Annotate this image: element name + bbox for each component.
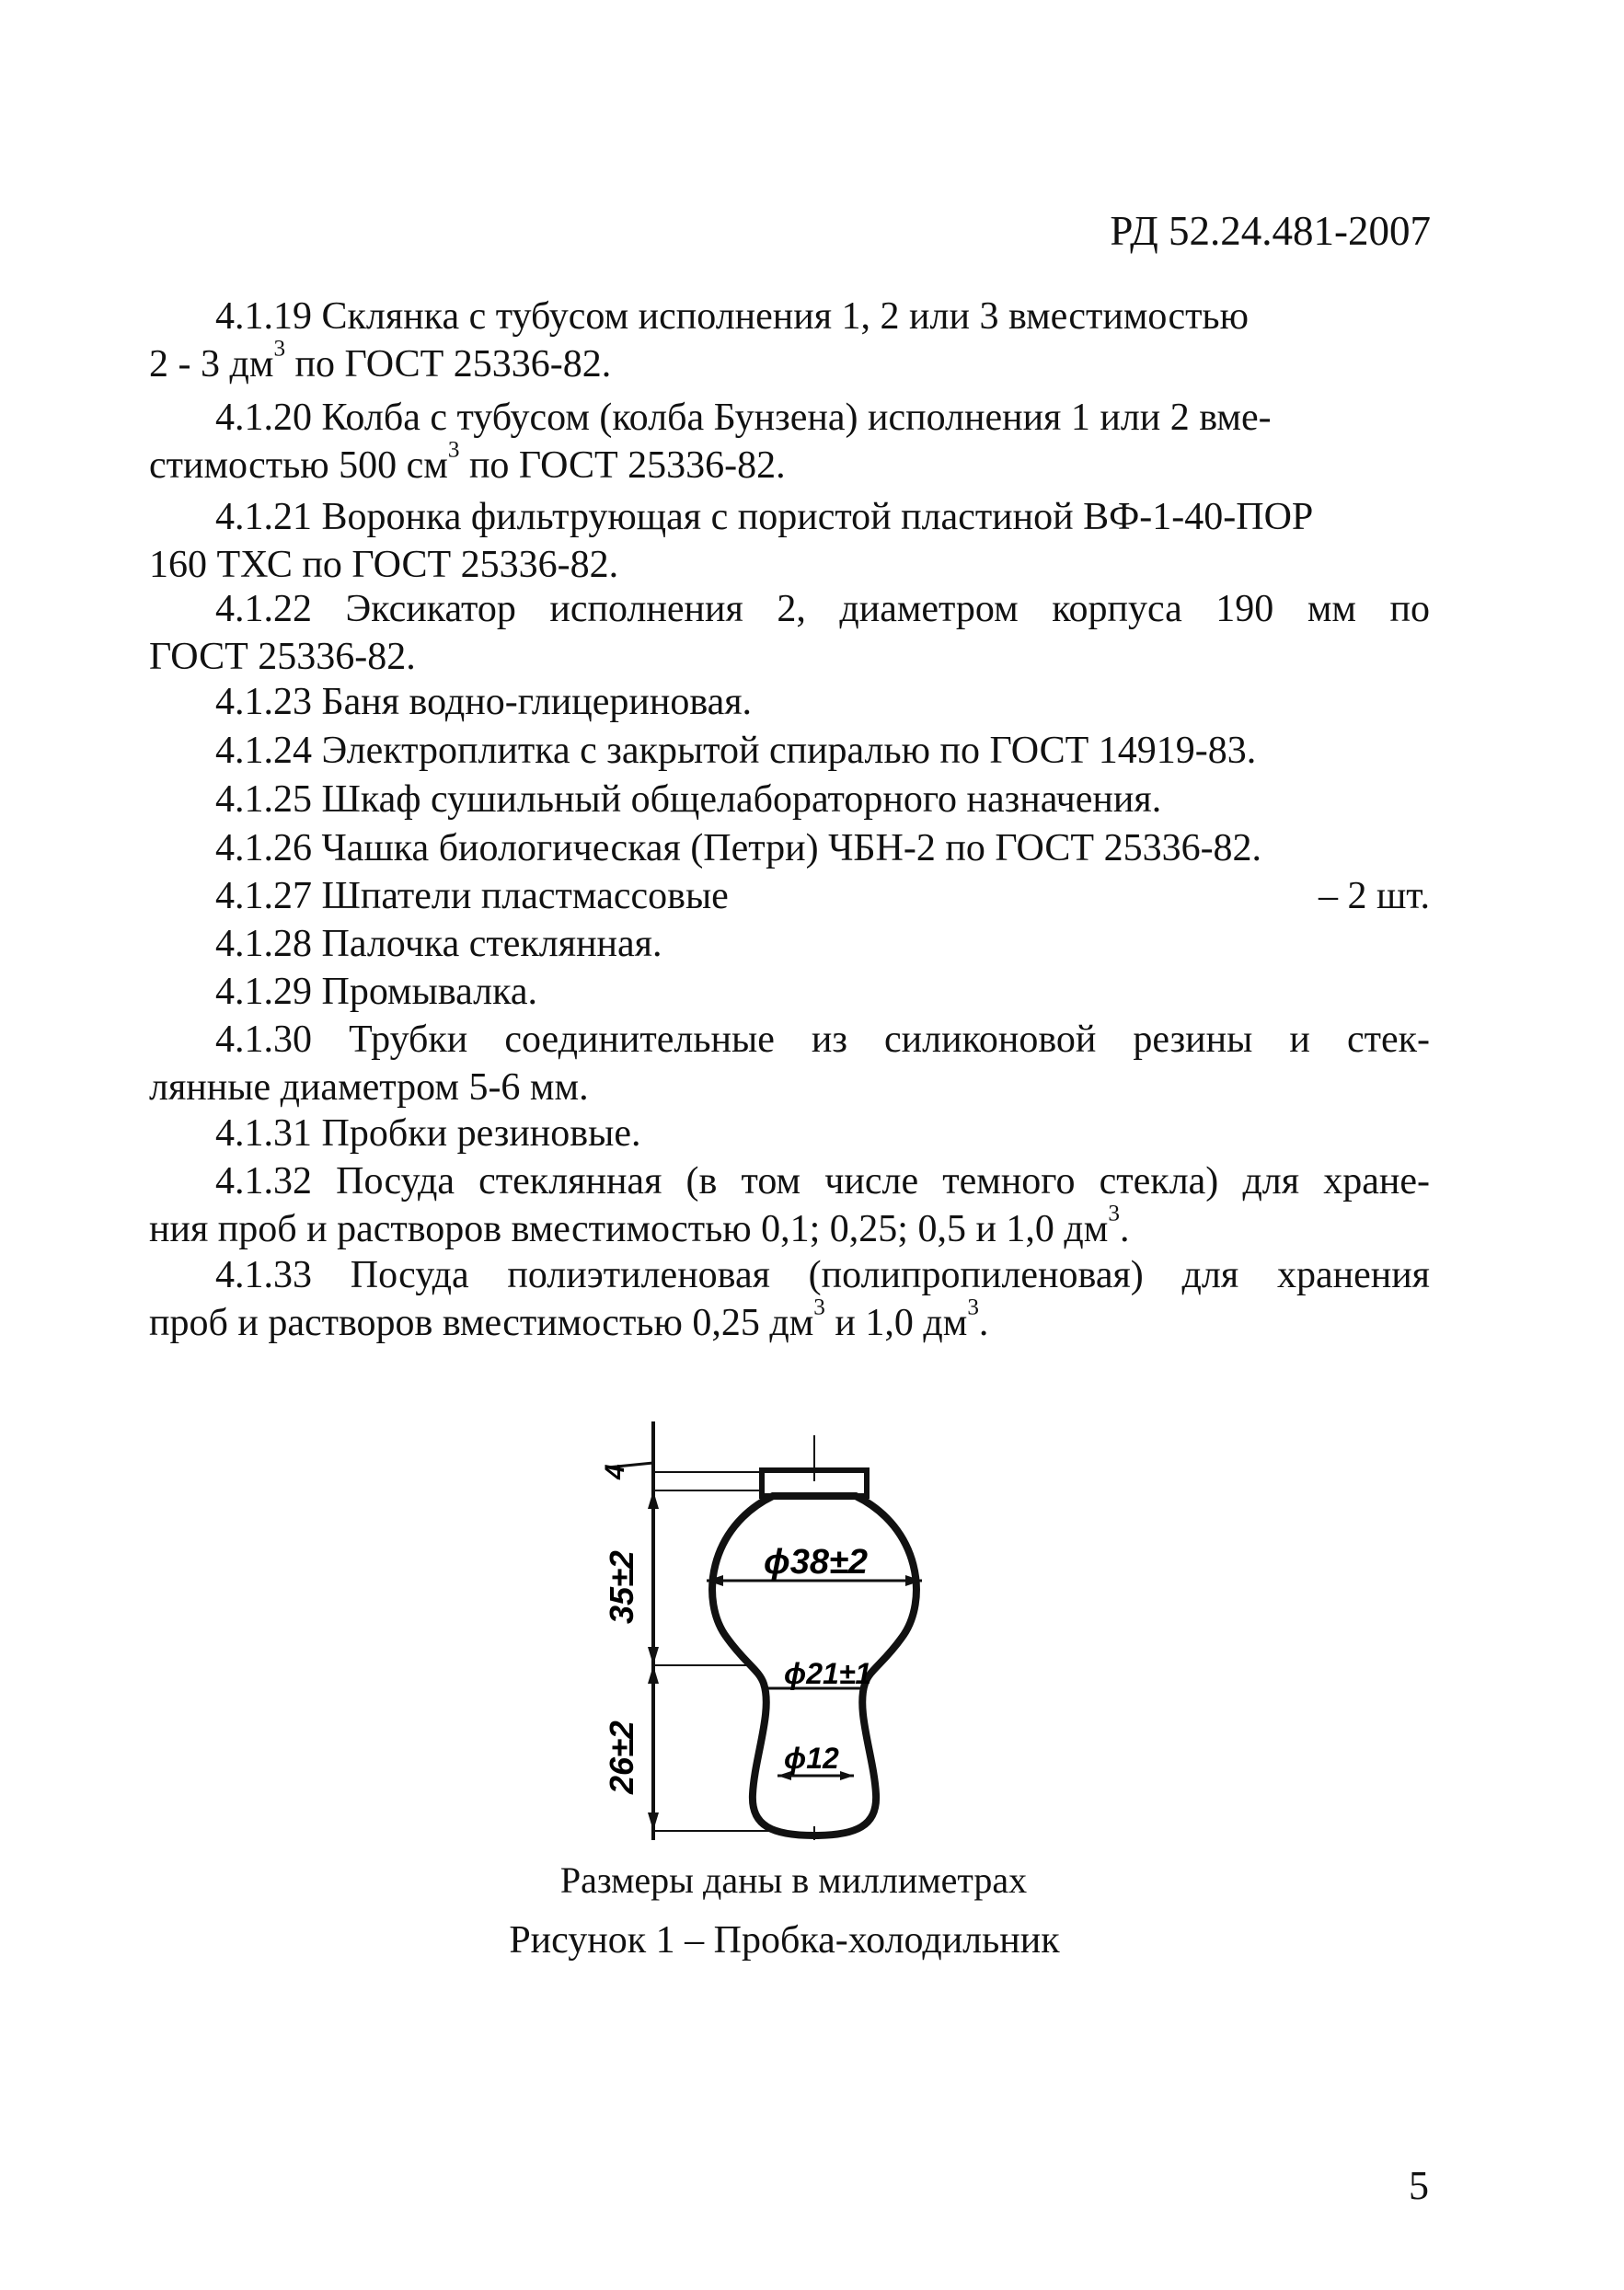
item-4-1-25 [149,776,1430,823]
item-line: 4.1.31 Пробки резиновые. [215,1112,641,1155]
item-line: 160 ТХС по ГОСТ 25336-82. [149,544,619,586]
item-4-1-20 [149,394,1430,489]
item-line: ния проб и растворов вместимостью 0,1; 0,25; 0,5 и 1,0 $дм^3$. [149,1201,1130,1250]
document-code: РД 52.24.481-2007 [1110,208,1431,254]
item-line: 4.1.27 Шпатели пластмассовые – 2 шт. [149,872,1430,920]
item-line: лянные диаметром 5-6 мм. [149,1066,589,1109]
item-4-1-28 [149,920,1430,968]
item-4-1-19 [149,293,1430,388]
dim-bulb-height-label: 35±2 [603,1550,640,1624]
figure-stopper-condenser [589,1408,994,1840]
figure-caption: Рисунок 1 – Пробка-холодильник [509,1919,1060,1962]
stopper-drawing [589,1408,994,1840]
item-line: 4.1.21 Воронка фильтрующая с пористой пластиной ВФ-1-40-ПОР [215,496,1314,538]
dim-bulb-diameter-label: ϕ38±2 [764,1543,869,1582]
item-4-1-27 [149,872,1430,920]
dim-stem-diameter-label: ϕ12 [784,1742,839,1775]
dim-neck-diameter-label: ϕ21±1 [784,1657,872,1690]
item-line: 4.1.23 Баня водно-глицериновая. [215,681,753,723]
item-line: проб и растворов вместимостью 0,25 $дм^3$ и 1,0 $дм^3$. [149,1295,989,1344]
dim-top-label: 4 [600,1464,630,1479]
item-4-1-22 [149,585,1430,681]
figure-note: Размеры даны в миллиметрах [559,1859,1028,1901]
item-line: 4.1.33 Посуда полиэтиленовая (полипропиленовая) для хранения [215,1254,1430,1296]
arrow-head [648,1665,659,1684]
arrow-head [648,1490,659,1509]
item-line: 4.1.26 Чашка биологическая (Петри) ЧБН-2 по ГОСТ 25336-82. [215,827,1262,869]
item-line: 2 - 3 $дм^3$ по ГОСТ 25336-82. [149,336,612,386]
item-line: 4.1.22 Эксикатор исполнения 2, диаметром корпуса 190 мм по [215,588,1430,630]
item-4-1-30 [149,1016,1430,1111]
item-line: 4.1.32 Посуда стеклянная (в том числе темного стекла) для хране- [215,1160,1430,1203]
item-4-1-32 [149,1157,1430,1253]
item-line: 4.1.24 Электроплитка с закрытой спиралью по ГОСТ 14919-83. [215,730,1257,772]
item-4-1-26 [149,824,1430,872]
item-4-1-23 [149,678,1430,726]
item-4-1-21 [149,493,1430,589]
item-line: ГОСТ 25336-82. [149,636,416,678]
item-line: 4.1.29 Промывалка. [215,971,537,1013]
arrow-head [648,1647,659,1665]
item-4-1-31 [149,1110,1430,1157]
item-line: 4.1.25 Шкаф сушильный общелабораторного назначения. [215,778,1162,821]
item-line: 4.1.30 Трубки соединительные из силиконовой резины и стек- [215,1018,1430,1061]
item-4-1-24 [149,727,1430,775]
item-4-1-29 [149,968,1430,1016]
item-line: 4.1.20 Колба с тубусом (колба Бунзена) исполнения 1 или 2 вме- [215,397,1272,439]
quantity: – 2 шт. [1318,875,1430,917]
page-number: 5 [1409,2163,1429,2208]
arrow-head [648,1812,659,1831]
dim-stem-height-label: 26±2 [603,1720,640,1794]
item-4-1-33 [149,1251,1430,1347]
item-line: 4.1.28 Палочка стеклянная. [215,923,662,965]
item-line: 4.1.19 Склянка с тубусом исполнения 1, 2 или 3 вместимостью [215,295,1249,338]
item-line: стимостью 500 $см^3$ по ГОСТ 25336-82. [149,437,786,487]
